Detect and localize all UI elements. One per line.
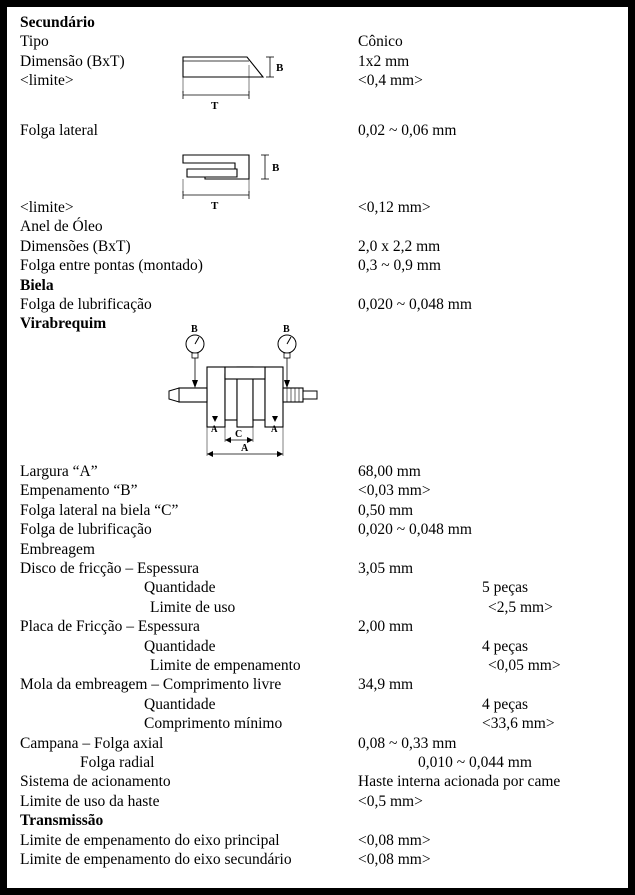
- row-label: Folga entre pontas (montado): [20, 257, 203, 275]
- table-row: [20, 121, 618, 140]
- table-row: [20, 520, 618, 539]
- table-row: [20, 656, 618, 675]
- table-row: [20, 462, 618, 481]
- row-value: 0,08 ~ 0,33 mm: [358, 734, 457, 752]
- row-label: Disco de fricção – Espessura: [20, 559, 200, 577]
- svg-text:T: T: [211, 200, 219, 212]
- row-value: 4 peças: [482, 695, 529, 713]
- row-value: 2,00 mm: [358, 618, 414, 636]
- row-label: Limite de empenamento do eixo principal: [20, 831, 280, 849]
- row-label: Quantidade: [144, 637, 216, 655]
- row-label: Tipo: [20, 33, 49, 51]
- row-value: 1x2 mm: [358, 52, 410, 70]
- section-heading-anel-de-oleo: [20, 217, 618, 236]
- svg-text:T: T: [211, 100, 219, 112]
- row-value: <2,5 mm>: [488, 598, 553, 616]
- row-value: 3,05 mm: [358, 559, 414, 577]
- table-row: [20, 753, 618, 772]
- table-row: [20, 695, 618, 714]
- row-value: <0,03 mm>: [358, 482, 431, 500]
- spacer: [20, 184, 618, 198]
- row-value: <0,4 mm>: [358, 72, 423, 90]
- table-row: [20, 578, 618, 597]
- row-value: 0,50 mm: [358, 501, 414, 519]
- heading-label: Anel de Óleo: [20, 218, 103, 236]
- row-label: Limite de uso da haste: [20, 792, 160, 810]
- table-row: [20, 792, 618, 811]
- row-value: 0,3 ~ 0,9 mm: [358, 257, 441, 275]
- row-label: Folga lateral na biela “C”: [20, 501, 179, 519]
- row-value: <0,05 mm>: [488, 656, 561, 674]
- table-row: [20, 559, 618, 578]
- table-row: [20, 52, 618, 71]
- row-value: Haste interna acionada por came: [358, 773, 561, 791]
- table-row: [20, 772, 618, 791]
- heading-label: Secundário: [20, 14, 95, 31]
- heading-label: Transmissão: [20, 812, 104, 830]
- row-label: Limite de empenamento: [150, 656, 301, 674]
- table-row: [20, 71, 618, 90]
- svg-text:B: B: [283, 324, 290, 335]
- table-row: [20, 256, 618, 275]
- section-heading-secundario: [20, 13, 618, 32]
- table-row: [20, 831, 618, 850]
- row-label: Sistema de acionamento: [20, 773, 171, 791]
- svg-text:B: B: [191, 324, 198, 335]
- svg-text:B: B: [276, 62, 284, 74]
- row-value: <0,12 mm>: [358, 199, 431, 217]
- heading-label: Virabrequim: [20, 315, 107, 333]
- row-value: 34,9 mm: [358, 676, 414, 694]
- svg-text:A: A: [211, 424, 218, 434]
- row-label: Largura “A”: [20, 462, 98, 480]
- table-row: [20, 32, 618, 51]
- row-label: Quantidade: [144, 579, 216, 597]
- table-row: [20, 481, 618, 500]
- spacer: [20, 113, 618, 121]
- svg-text:A: A: [271, 424, 278, 434]
- spacer: [20, 140, 618, 162]
- spacer: [20, 91, 618, 113]
- document-body: [7, 7, 628, 888]
- row-value: 68,00 mm: [358, 462, 421, 480]
- row-value: 2,0 x 2,2 mm: [358, 237, 441, 255]
- section-heading-virabrequim: [20, 314, 618, 333]
- row-label: Placa de Fricção – Espessura: [20, 618, 200, 636]
- table-row: [20, 617, 618, 636]
- svg-text:C: C: [235, 429, 243, 440]
- row-value: <0,08 mm>: [358, 851, 431, 868]
- row-value: 4 peças: [482, 637, 529, 655]
- row-value: 0,02 ~ 0,06 mm: [358, 121, 457, 139]
- row-value: 0,020 ~ 0,048 mm: [358, 521, 472, 539]
- table-row: [20, 850, 618, 869]
- row-label: Empenamento “B”: [20, 482, 138, 500]
- row-value: 0,010 ~ 0,044 mm: [418, 753, 532, 771]
- row-label: Folga radial: [80, 753, 155, 771]
- spacer: [20, 162, 618, 184]
- table-row: [20, 714, 618, 733]
- row-label: Limite de uso: [150, 598, 236, 616]
- row-value: Cônico: [358, 33, 403, 51]
- row-label: Campana – Folga axial: [20, 734, 164, 752]
- heading-label: Biela: [20, 276, 54, 294]
- row-label: Folga de lubrificação: [20, 296, 152, 314]
- table-row: [20, 598, 618, 617]
- row-label: Comprimento mínimo: [144, 715, 283, 733]
- svg-text:B: B: [272, 162, 280, 174]
- row-label: Dimensões (BxT): [20, 237, 131, 255]
- section-heading-transmissao: [20, 811, 618, 830]
- row-value: 0,020 ~ 0,048 mm: [358, 296, 472, 314]
- row-label: Quantidade: [144, 695, 216, 713]
- row-label: Folga lateral: [20, 121, 98, 139]
- row-value: <0,08 mm>: [358, 831, 431, 849]
- row-label: <limite>: [20, 72, 74, 90]
- table-row: [20, 637, 618, 656]
- table-row: [20, 540, 618, 559]
- table-row: [20, 501, 618, 520]
- row-label: Folga de lubrificação: [20, 521, 152, 539]
- table-row: [20, 198, 618, 217]
- row-label: Embreagem: [20, 540, 95, 558]
- row-label: Dimensão (BxT): [20, 52, 125, 70]
- row-label: Mola da embreagem – Comprimento livre: [20, 676, 282, 694]
- row-label: Limite de empenamento do eixo secundário: [20, 851, 292, 868]
- section-heading-biela: [20, 276, 618, 295]
- row-value: 5 peças: [482, 579, 529, 597]
- table-row: [20, 675, 618, 694]
- row-value: <33,6 mm>: [482, 715, 555, 733]
- table-row: [20, 295, 618, 314]
- crankshaft-measurement-diagram: [155, 322, 335, 467]
- svg-text:A: A: [241, 443, 249, 454]
- table-row: [20, 734, 618, 753]
- row-label: <limite>: [20, 199, 74, 217]
- row-value: <0,5 mm>: [358, 792, 423, 810]
- table-row: [20, 237, 618, 256]
